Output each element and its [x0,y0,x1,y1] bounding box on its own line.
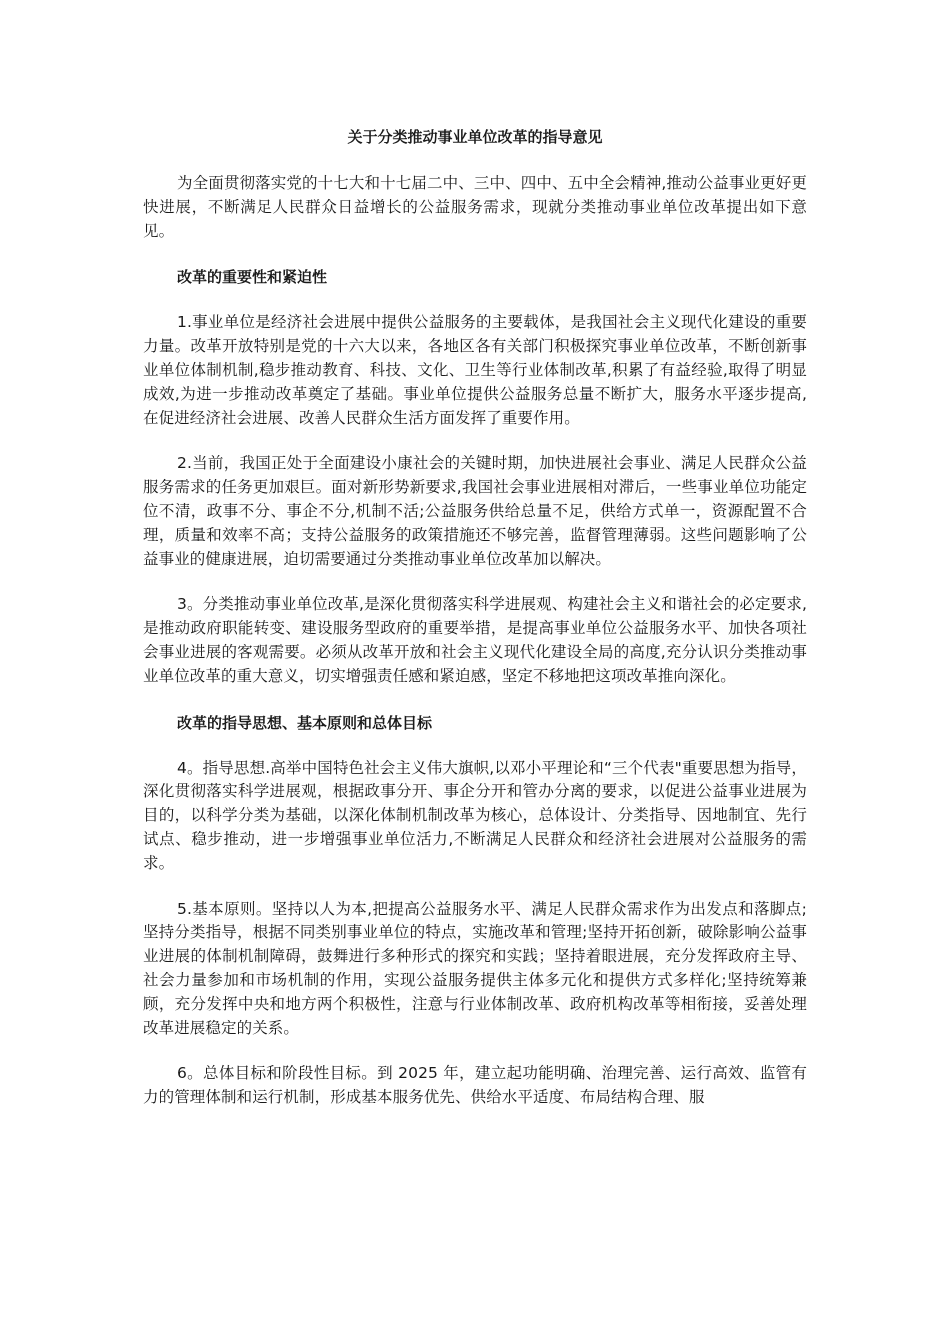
paragraph-6: 6。总体目标和阶段性目标。到 2025 年，建立起功能明确、治理完善、运行高效、监管有力的管理体制和运行机制，形成基本服务优先、供给水平适度、布局结构合理、服 [143,1064,807,1107]
section-heading-guiding-principles: 改革的指导思想、基本原则和总体目标 [177,713,433,732]
paragraph-5: 5.基本原则。坚持以人为本,把提高公益服务水平、满足人民群众需求作为出发点和落脚点;坚持分类指导，根据不同类别事业单位的特点，实施改革和管理;坚持开拓创新，破除影响公益事业进展的体制机制障碍，鼓舞进行多种形式的探究和实践；坚持着眼进展，充分发挥政府主导、社会力量参加和市场机制的作用，实现公益服务提供主体多元化和提供方式多样化;坚持统筹兼顾，充分发挥中央和地方两个积极性，注意与行业体制改革、政府机构改革等相衔接，妥善处理改革进展稳定的关系。 [143,899,807,1037]
paragraph-3: 3。分类推动事业单位改革,是深化贯彻落实科学进展观、构建社会主义和谐社会的必定要求,是推动政府职能转变、建设服务型政府的重要举措，是提高事业单位公益服务水平、加快各项社会事业进展的客观需要。必须从改革开放和社会主义现代化建设全局的高度,充分认识分类推动事业单位改革的重大意义，切实增强责任感和紧迫感，坚定不移地把这项改革推向深化。 [143,595,807,685]
section-heading-importance: 改革的重要性和紧迫性 [177,268,328,287]
paragraph-2: 2.当前，我国正处于全面建设小康社会的关键时期，加快进展社会事业、满足人民群众公益服务需求的任务更加艰巨。面对新形势新要求,我国社会事业进展相对滞后，一些事业单位功能定位不清，政事不分、事企不分,机制不活;公益服务供给总量不足，供给方式单一，资源配置不合理，质量和效率不高；支持公益服务的政策措施还不够完善，监督管理薄弱。这些问题影响了公益事业的健康进展，迫切需要通过分类推动事业单位改革加以解决。 [143,454,807,568]
paragraph-4: 4。指导思想.高举中国特色社会主义伟大旗帜,以邓小平理论和“三个代表"重要思想为指导，深化贯彻落实科学进展观，根据政事分开、事企分开和管办分离的要求，以促进公益事业进展为目的，以科学分类为基础，以深化体制机制改革为核心，总体设计、分类指导、因地制宜、先行试点、稳步推动，进一步增强事业单位活力,不断满足人民群众和经济社会进展对公益服务的需求。 [143,758,807,872]
intro-paragraph: 为全面贯彻落实党的十七大和十七届二中、三中、四中、五中全会精神,推动公益事业更好更快进展，不断满足人民群众日益增长的公益服务需求，现就分类推动事业单位改革提出如下意见。 [143,174,807,240]
document-page [143,124,807,1132]
paragraph-1: 1.事业单位是经济社会进展中提供公益服务的主要载体，是我国社会主义现代化建设的重要力量。改革开放特别是党的十六大以来，各地区各有关部门积极探究事业单位改革，不断创新事业单位体制机制,稳步推动教育、科技、文化、卫生等行业体制改革,积累了有益经验,取得了明显成效,为进一步推动改革奠定了基础。事业单位提供公益服务总量不断扩大，服务水平逐步提高,在促进经济社会进展、改善人民群众生活方面发挥了重要作用。 [143,313,807,427]
document-title: 关于分类推动事业单位改革的指导意见 [347,128,603,146]
